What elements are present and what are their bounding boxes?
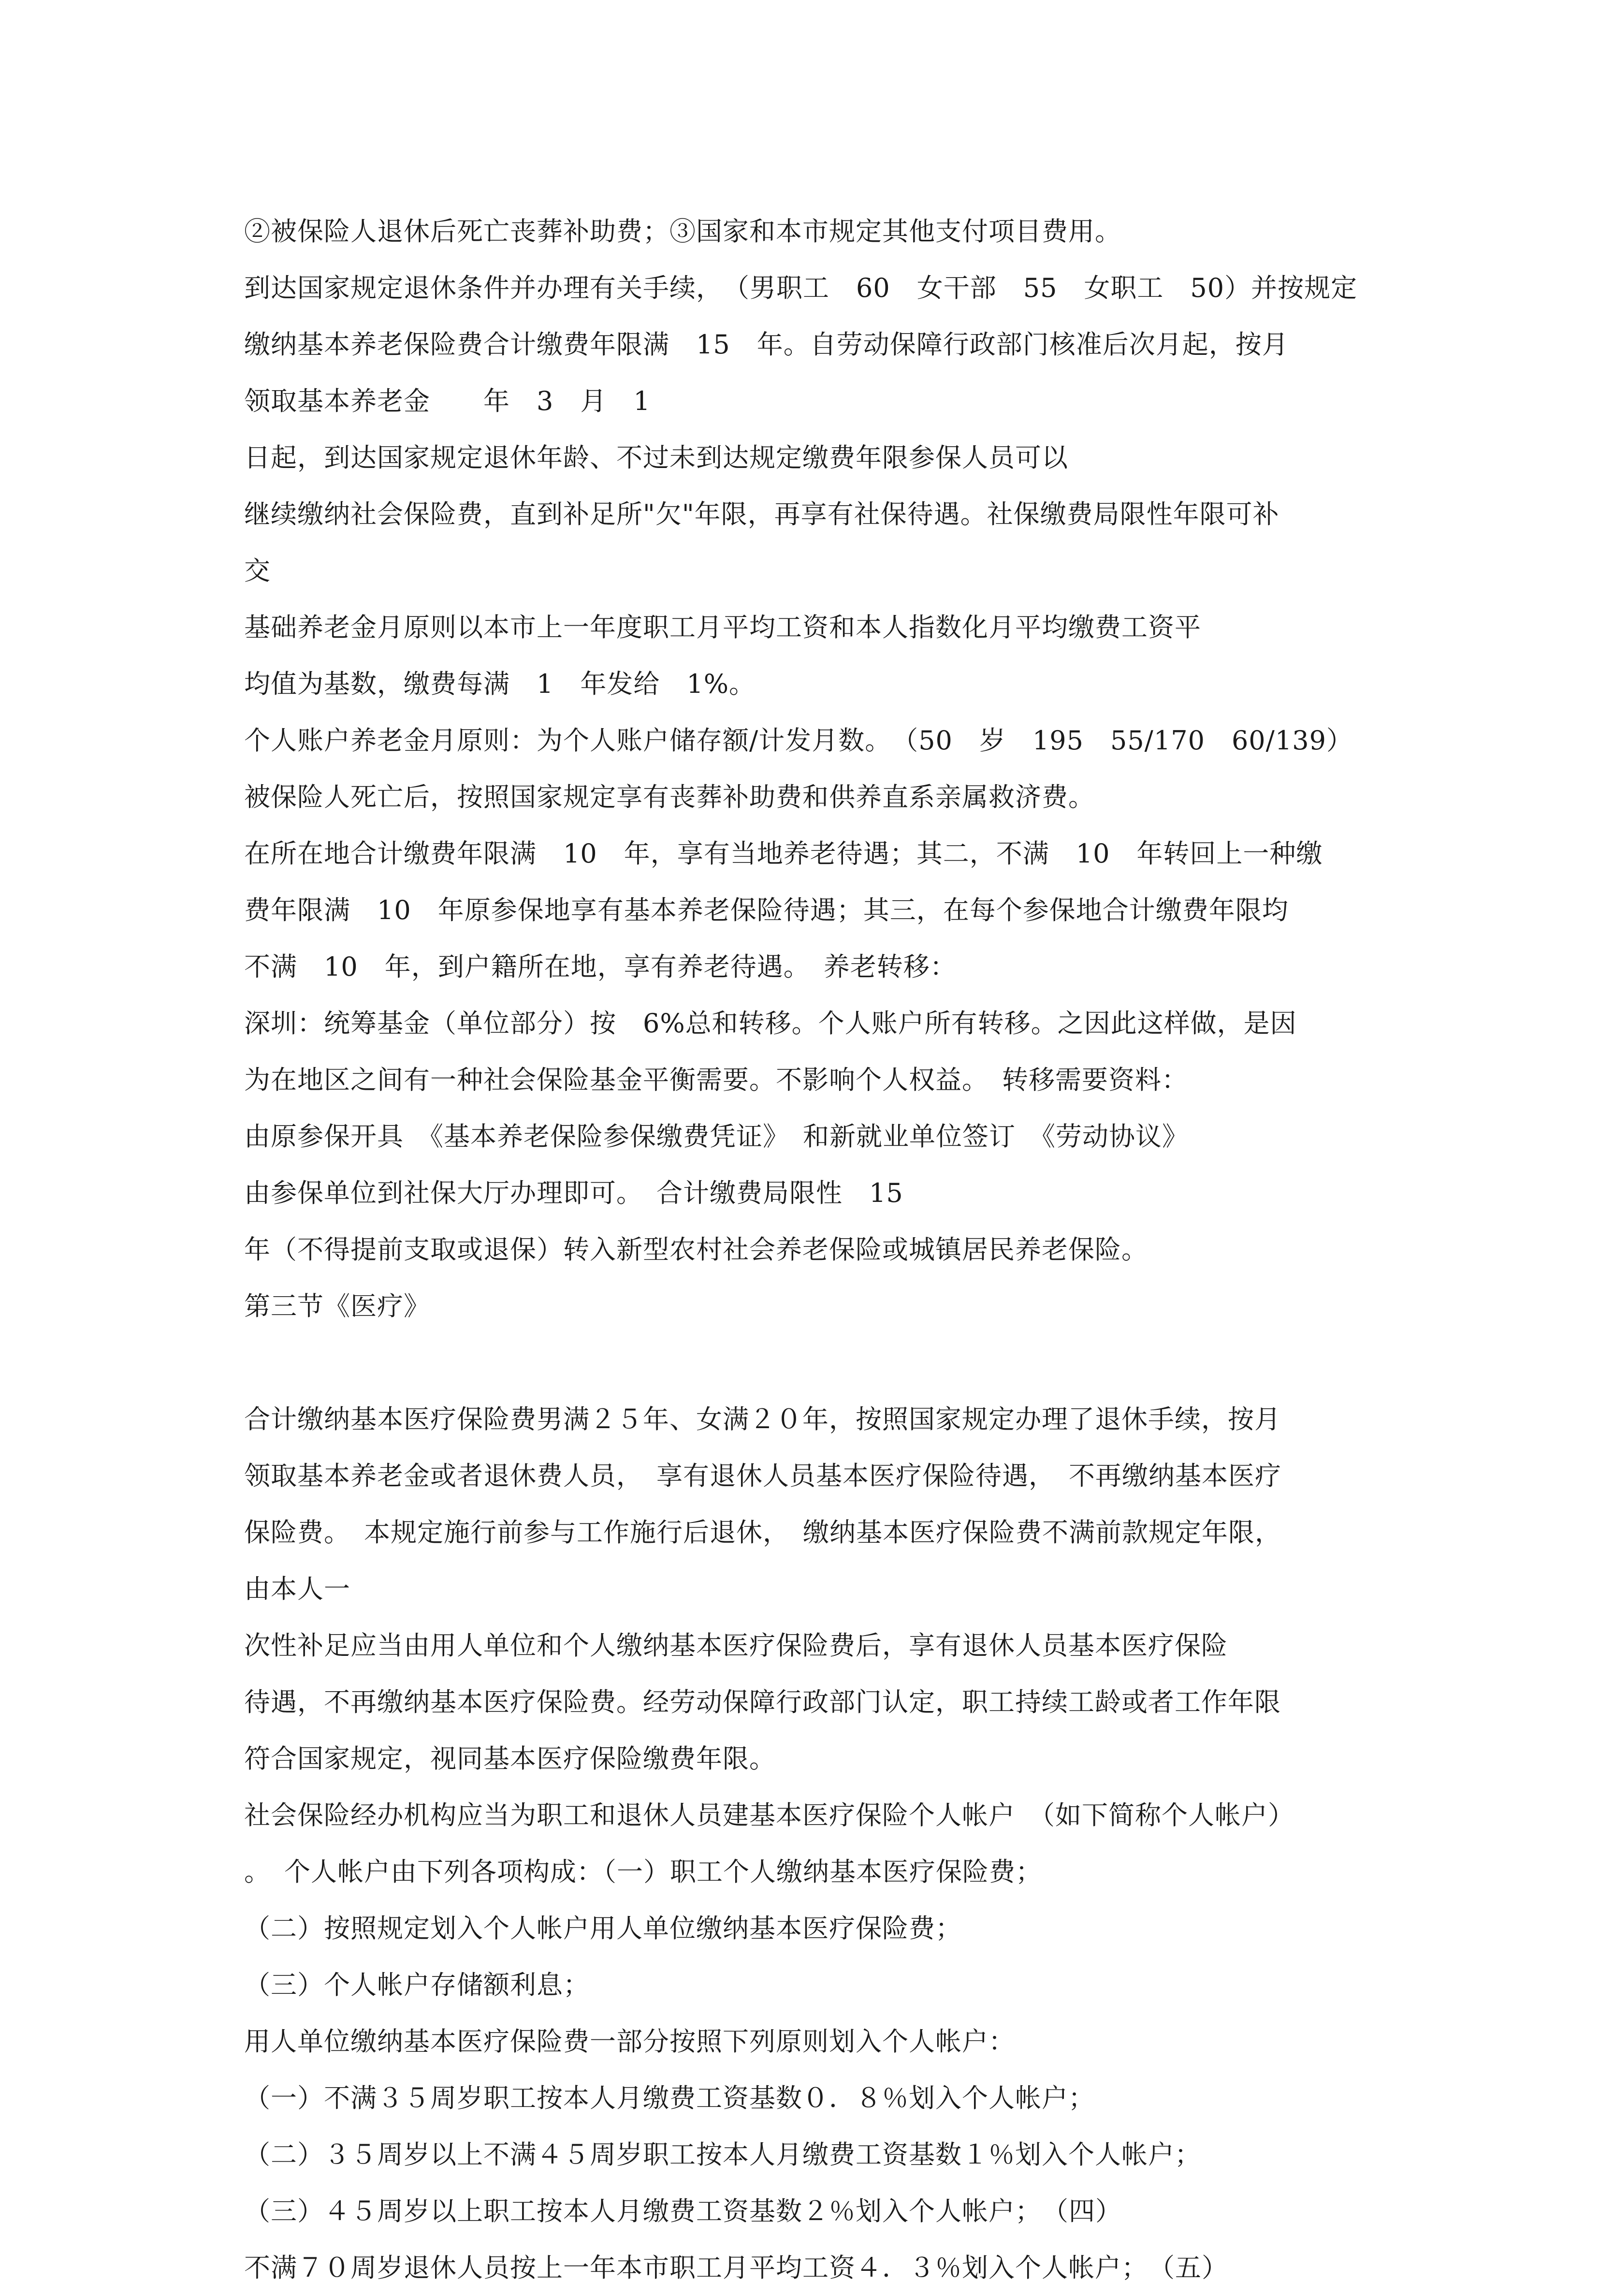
text-line: 用人单位缴纳基本医疗保险费一部分按照下列原则划入个人帐户：: [244, 2026, 1015, 2057]
text-line: 在所在地合计缴费年限满 10 年，享有当地养老待遇；其二，不满 10 年转回上一种缴: [244, 838, 1323, 869]
text-line: 待遇，不再缴纳基本医疗保险费。经劳动保障行政部门认定，职工持续工龄或者工作年限: [244, 1687, 1281, 1717]
text-line: 领取基本养老金或者退休费人员， 享有退休人员基本医疗保险待遇， 不再缴纳基本医疗: [244, 1461, 1281, 1491]
document-body: [244, 203, 1370, 2296]
text-line: 由本人一: [244, 1574, 350, 1604]
text-line: 符合国家规定，视同基本医疗保险缴费年限。: [244, 1743, 776, 1774]
text-line: ②被保险人退休后死亡丧葬补助费；③国家和本市规定其他支付项目费用。: [244, 216, 1121, 247]
text-line: （二）按照规定划入个人帐户用人单位缴纳基本医疗保险费；: [244, 1913, 962, 1944]
text-line: 由原参保开具 《基本养老保险参保缴费凭证》 和新就业单位签订 《劳动协议》: [244, 1121, 1189, 1152]
text-line: （三）４５周岁以上职工按本人月缴费工资基数２％划入个人帐户； （四）: [244, 2196, 1122, 2226]
text-line: 不满７０周岁退休人员按上一年本市职工月平均工资４．３％划入个人帐户； （五）: [244, 2252, 1228, 2283]
text-line: 交: [244, 556, 271, 586]
text-line: 缴纳基本养老保险费合计缴费年限满 15 年。自劳动保障行政部门核准后次月起，按月: [244, 329, 1289, 360]
text-line: 年（不得提前支取或退保）转入新型农村社会养老保险或城镇居民养老保险。: [244, 1234, 1148, 1265]
text-line: 继续缴纳社会保险费，直到补足所"欠"年限，再享有社保待遇。社保缴费局限性年限可补: [244, 499, 1279, 529]
text-line: （二）３５周岁以上不满４５周岁职工按本人月缴费工资基数１％划入个人帐户；: [244, 2139, 1201, 2170]
text-line: 保险费。 本规定施行前参与工作施行后退休， 缴纳基本医疗保险费不满前款规定年限，: [244, 1517, 1281, 1548]
text-line: 次性补足应当由用人单位和个人缴纳基本医疗保险费后，享有退休人员基本医疗保险: [244, 1630, 1228, 1661]
text-line: 合计缴纳基本医疗保险费男满２５年、女满２０年，按照国家规定办理了退休手续，按月: [244, 1404, 1281, 1434]
text-line: 日起，到达国家规定退休年龄、不过未到达规定缴费年限参保人员可以: [244, 442, 1068, 473]
text-line: 被保险人死亡后，按照国家规定享有丧葬补助费和供养直系亲属救济费。: [244, 782, 1095, 812]
text-line: 不满 10 年，到户籍所在地，享有养老待遇。 养老转移：: [244, 951, 957, 982]
section-heading: 第三节《医疗》: [244, 1291, 430, 1321]
text-line: 到达国家规定退休条件并办理有关手续， （男职工 60 女干部 55 女职工 50）并按规定: [244, 273, 1358, 303]
text-line: 社会保险经办机构应当为职工和退休人员建基本医疗保险个人帐户 （如下简称个人帐户）: [244, 1800, 1294, 1830]
text-line: 费年限满 10 年原参保地享有基本养老保险待遇；其三，在每个参保地合计缴费年限均: [244, 895, 1289, 925]
text-line: 领取基本养老金 年 3 月 1: [244, 386, 651, 416]
text-line: 均值为基数，缴费每满 1 年发给 1%。: [244, 669, 756, 699]
text-line: 个人账户养老金月原则：为个人账户储存额/计发月数。 （50 岁 195 55/170 60/139）: [244, 725, 1353, 756]
text-line: 基础养老金月原则以本市上一年度职工月平均工资和本人指数化月平均缴费工资平: [244, 612, 1201, 643]
text-line: （三）个人帐户存储额利息；: [244, 1970, 590, 2000]
text-line: 为在地区之间有一种社会保险基金平衡需要。不影响个人权益。 转移需要资料：: [244, 1065, 1188, 1095]
text-line: （一）不满３５周岁职工按本人月缴费工资基数０．８％划入个人帐户；: [244, 2083, 1095, 2113]
text-line: 深圳：统筹基金（单位部分）按 6%总和转移。个人账户所有转移。之因此这样做，是因: [244, 1008, 1297, 1038]
text-line: 。 个人帐户由下列各项构成：（一）职工个人缴纳基本医疗保险费；: [244, 1857, 1042, 1887]
blank-line: [244, 1334, 1370, 1391]
text-line: 由参保单位到社保大厅办理即可。 合计缴费局限性 15: [244, 1178, 903, 1208]
